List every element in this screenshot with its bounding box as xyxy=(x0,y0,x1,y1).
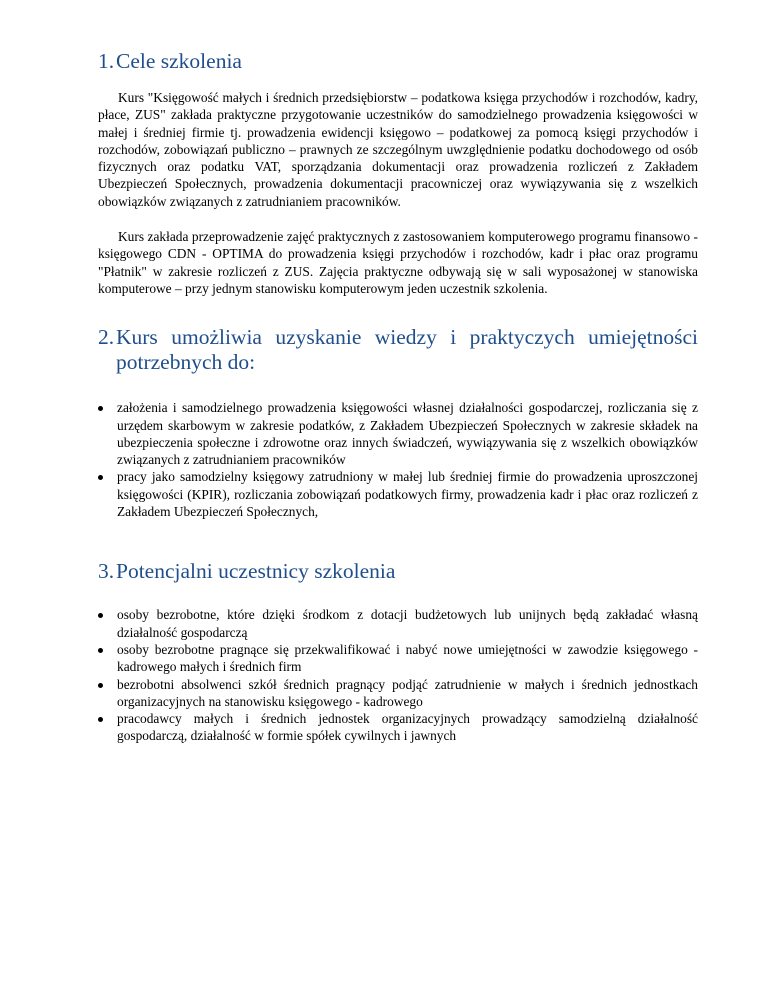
list-item xyxy=(98,641,698,676)
bullet-icon xyxy=(98,406,103,411)
list-item-text: pracy jako samodzielny księgowy zatrudniony w małej lub średniej firmie do prowadzenia uproszczonej księgowości (KPIR), rozliczania zobowiązań podatkowych firmy, prowadzenia kadr i płac oraz rozliczeń z Zakładem Ubezpieczeń Społecznych, xyxy=(117,469,698,520)
list-item xyxy=(98,468,698,520)
list-item-text: osoby bezrobotne pragnące się przekwalifikować i nabyć nowe umiejętności w zawodzie księgowego - kadrowego małych i średnich firm xyxy=(117,641,698,675)
section-1-paragraph-1: Kurs "Księgowość małych i średnich przedsiębiorstw – podatkowa księga przychodów i rozchodów, kadry, płace, ZUS" zakłada praktyczne przygotowanie uczestników do samodzielnego prowadzenia księgowości w małej i średniej firmie tj. prowadzenia ewidencji księgowo – podatkowej za pomocą księgi przychodów i rozchodów, zobowiązań publiczno – prawnych ze szczególnym uwzględnienie podatku dochodowego od osób fizycznych oraz podatku VAT, sporządzania dokumentacji oraz prowadzenia rozliczeń z Zakładem Ubezpieczeń Społecznych, prowadzenia dokumentacji pracowniczej oraz wywiązywania się z wszelkich obowiązków związanych z zatrudnianiem pracowników. xyxy=(98,90,698,209)
list-item xyxy=(98,676,698,711)
section-3-list xyxy=(98,606,698,744)
section-2-heading xyxy=(98,325,698,375)
list-item xyxy=(98,399,698,468)
list-item-text: bezrobotni absolwenci szkół średnich pragnący podjąć zatrudnienie w małych i średnich jednostkach organizacyjnych na stanowisku księgowego - kadrowego xyxy=(117,676,698,709)
bullet-icon xyxy=(98,717,103,722)
section-2-number: 2. xyxy=(98,325,115,350)
section-1-title: Cele szkolenia xyxy=(116,49,242,73)
section-3-heading xyxy=(98,559,698,584)
bullet-icon xyxy=(98,613,103,618)
list-item-text: założenia i samodzielnego prowadzenia księgowości własnej działalności gospodarczej, rozliczania się z urzędem skarbowym w zakresie podatków, z Zakładem Ubezpieczeń Społecznych w zakresie składek na ubezpieczenia społeczne i zdrowotne oraz innych świadczeń, wywiązywania się z wszelkich obowiązków związanych z zatrudnianiem pracowników xyxy=(117,400,698,468)
bullet-icon xyxy=(98,475,103,480)
section-3-number: 3. xyxy=(98,559,115,584)
bullet-icon xyxy=(98,683,103,688)
list-item-text: pracodawcy małych i średnich jednostek organizacyjnych prowadzący samodzielną działalność gospodarczą, działalność w formie spółek cywilnych i jawnych xyxy=(117,711,698,744)
section-1-heading xyxy=(98,49,698,74)
section-2-list xyxy=(98,399,698,520)
list-item-text: osoby bezrobotne, które dzięki środkom z dotacji budżetowych lub unijnych będą zakładać własną działalność gospodarczą xyxy=(117,607,698,640)
section-1-number: 1. xyxy=(98,49,115,73)
section-3-title: Potencjalni uczestnicy szkolenia xyxy=(116,559,396,584)
section-1-paragraph-2: Kurs zakłada przeprowadzenie zajęć praktycznych z zastosowaniem komputerowego programu finansowo - księgowego CDN - OPTIMA do prowadzenia księgi przychodów i rozchodów, kadr i płac oraz programu "Płatnik" w zakresie rozliczeń z ZUS. Zajęcia praktyczne odbywają się w sali wyposażonej w stanowiska komputerowe – przy jednym stanowisku komputerowym jeden uczestnik szkolenia. xyxy=(98,229,698,296)
section-2-title: Kurs umożliwia uzyskanie wiedzy i praktyczych umiejętności potrzebnych do: xyxy=(116,325,698,375)
list-item xyxy=(98,606,698,641)
bullet-icon xyxy=(98,648,103,653)
list-item xyxy=(98,710,698,745)
